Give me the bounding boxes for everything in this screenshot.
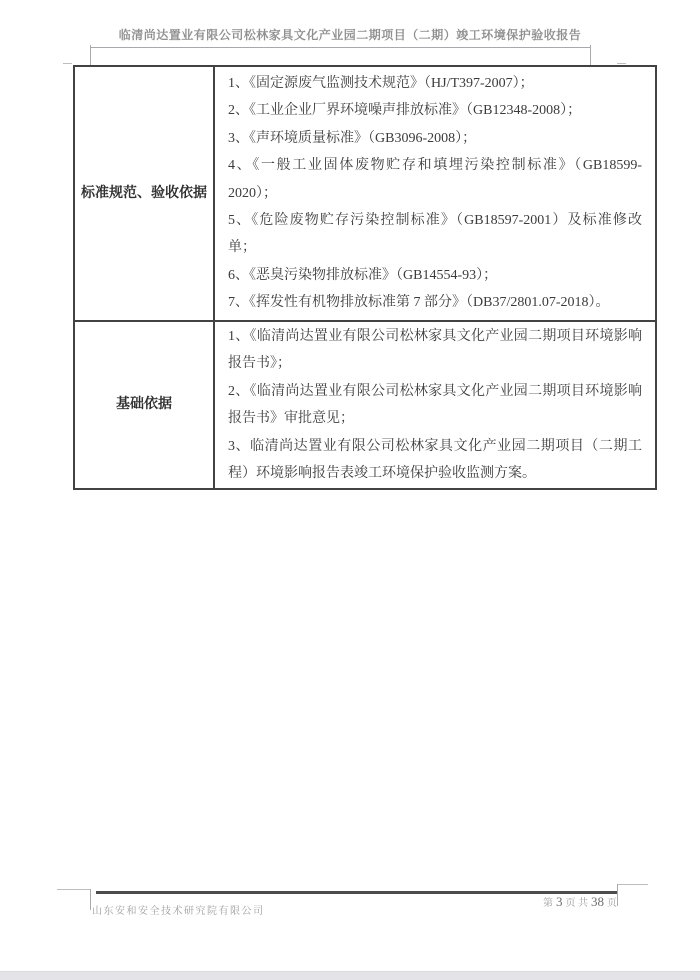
page-label-suffix: 页 (607, 898, 617, 909)
page-label-mid: 页 共 (565, 898, 588, 909)
footer-company-name: 山东安和安全技术研究院有限公司 (92, 906, 265, 917)
footer-boundary-mark-left-v (90, 889, 91, 910)
current-page-number: 3 (556, 894, 563, 909)
text-boundary-tick-left (63, 63, 72, 64)
list-item: 5、《危险废物贮存污染控制标准》（GB18597-2001）及标准修改单； (228, 213, 642, 256)
row-label-standards: 标准规范、验收依据 (74, 66, 214, 321)
list-item: 2、《工业企业厂界环境噪声排放标准》（GB12348-2008）； (228, 103, 582, 119)
text-boundary-tick-right (617, 63, 626, 64)
footer-rule (96, 891, 617, 894)
list-item: 2、《临清尚达置业有限公司松林家具文化产业园二期项目环境影响报告书》审批意见； (228, 383, 642, 427)
table-row-standards (74, 66, 656, 321)
basis-items-cell (214, 321, 656, 489)
list-item: 4、《一般工业固体废物贮存和填埋污染控制标准》（GB18599-2020）； (228, 158, 642, 201)
viewer-bottom-strip (0, 971, 700, 980)
page-label-prefix: 第 (543, 898, 553, 909)
list-item: 3、临清尚达置业有限公司松林家具文化产业园二期项目（二期工程）环境影响报告表竣工环境保护验收监测方案。 (228, 438, 642, 482)
footer-boundary-mark-right-v (617, 884, 618, 906)
header-boundary-tick-right (590, 45, 591, 65)
page-header-title: 临清尚达置业有限公司松林家具文化产业园二期项目（二期）竣工环境保护验收报告 (118, 28, 582, 42)
list-item: 1、《临清尚达置业有限公司松林家具文化产业园二期项目环境影响报告书》； (228, 329, 642, 372)
footer-boundary-mark-left (57, 889, 90, 890)
list-item: 7、《挥发性有机物排放标准第 7 部分》（DB37/2801.07-2018）。 (228, 295, 610, 311)
header-underline (90, 47, 591, 48)
header-boundary-tick-left (90, 45, 91, 65)
list-item: 3、《声环境质量标准》（GB3096-2008）； (228, 130, 477, 146)
list-item: 6、《恶臭污染物排放标准》（GB14554-93）； (228, 267, 498, 283)
page-number-indicator (543, 894, 617, 910)
row-label-basis: 基础依据 (74, 321, 214, 489)
list-item: 1、《固定源废气监测技术规范》（HJ/T397-2007）； (228, 76, 534, 91)
table-row-basis (74, 321, 656, 489)
total-page-number: 38 (591, 894, 604, 909)
footer-boundary-mark-right (617, 884, 648, 885)
basis-table (73, 65, 657, 490)
standards-items-cell (214, 66, 656, 321)
